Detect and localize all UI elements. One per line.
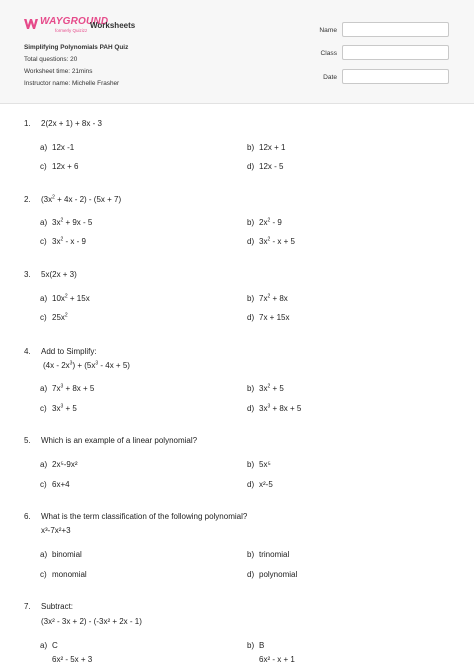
- question-text: $(3x^2 + 4x - 2) - (5x + 7)$: [41, 194, 122, 204]
- option-d[interactable]: d) 7x + 15x: [247, 313, 290, 322]
- name-field[interactable]: [342, 22, 449, 37]
- class-label: Class: [320, 50, 337, 57]
- total-questions: Total questions: 20: [24, 56, 78, 63]
- option-a[interactable]: a) $10x^2 + 15x$: [40, 293, 90, 303]
- question-text: Add to Simplify:: [41, 347, 97, 356]
- question-number: 4.: [24, 347, 31, 356]
- option-a[interactable]: a) 12x -1: [40, 143, 75, 152]
- question-expression: $(4x - 2x^3) + (5x^3 - 4x + 5)$: [43, 360, 130, 370]
- option-a[interactable]: a) $3x^2 + 9x - 5$: [40, 217, 93, 227]
- option-c[interactable]: c) $3x^2$ - x - 9: [40, 236, 86, 246]
- question-number: 5.: [24, 436, 31, 445]
- worksheet-time: Worksheet time: 21mins: [24, 68, 93, 75]
- question-text: Which is an example of a linear polynomial?: [41, 436, 198, 445]
- question-text: What is the term classification of the following polynomial?: [41, 512, 248, 521]
- brand-subtitle: formerly Quizizz: [55, 28, 88, 33]
- option-c[interactable]: c) monomial: [40, 570, 87, 579]
- wayground-logo-icon: [24, 18, 38, 30]
- option-b-expression: 6x² - x + 1: [259, 655, 295, 664]
- date-label: Date: [323, 74, 337, 81]
- option-b[interactable]: b) $3x^2 + 5$: [247, 383, 284, 393]
- question-number: 3.: [24, 270, 31, 279]
- question-number: 6.: [24, 512, 31, 521]
- app-name: Worksheets: [90, 21, 136, 30]
- option-d[interactable]: d) polynomial: [247, 570, 298, 579]
- option-b[interactable]: b) 5x⁵: [247, 460, 271, 469]
- question-text: 5x(2x + 3): [41, 270, 77, 279]
- question-text: 2(2x + 1) + 8x - 3: [41, 119, 102, 128]
- option-d[interactable]: d) 12x - 5: [247, 162, 284, 171]
- question-expression: x³-7x²+3: [41, 526, 71, 535]
- option-c[interactable]: c) $25x^2$: [40, 312, 68, 322]
- date-field[interactable]: [342, 69, 449, 84]
- option-a-expression: 6x² - 5x + 3: [52, 655, 93, 664]
- option-a[interactable]: a) C: [40, 641, 58, 650]
- option-b[interactable]: b) $7x^2 + 8x$: [247, 293, 288, 303]
- instructor-name: Instructor name: Michelle Frasher: [24, 80, 120, 87]
- option-a[interactable]: a) $7x^3 + 8x + 5$: [40, 383, 95, 393]
- option-b[interactable]: b) 12x + 1: [247, 143, 286, 152]
- question-text: Subtract:: [41, 602, 74, 611]
- option-b[interactable]: b) $2x^2 - 9$: [247, 217, 282, 227]
- name-label: Name: [319, 27, 337, 34]
- option-c[interactable]: c) 6x+4: [40, 480, 70, 489]
- question-number: 7.: [24, 602, 31, 611]
- quiz-title: Simplifying Polynomials PAH Quiz: [24, 44, 129, 51]
- option-d[interactable]: d) x²-5: [247, 480, 273, 489]
- option-c[interactable]: c) $3x^3 + 5$: [40, 403, 77, 413]
- option-c[interactable]: c) 12x + 6: [40, 162, 79, 171]
- question-number: 2.: [24, 195, 31, 204]
- option-a[interactable]: a) 2x⁵-9x²: [40, 460, 78, 469]
- option-a[interactable]: a) binomial: [40, 550, 82, 559]
- option-b[interactable]: b) B: [247, 641, 265, 650]
- worksheet-header: [0, 0, 474, 104]
- question-number: 1.: [24, 119, 31, 128]
- brand-name: WAYGROUND: [40, 16, 109, 27]
- option-b[interactable]: b) trinomial: [247, 550, 290, 559]
- class-field[interactable]: [342, 45, 449, 60]
- option-d[interactable]: d) $3x^2 - x + 5$: [247, 236, 295, 246]
- question-expression: (3x² - 3x + 2) - (-3x² + 2x - 1): [41, 617, 142, 626]
- option-d[interactable]: d) $3x^3 + 8x + 5$: [247, 403, 302, 413]
